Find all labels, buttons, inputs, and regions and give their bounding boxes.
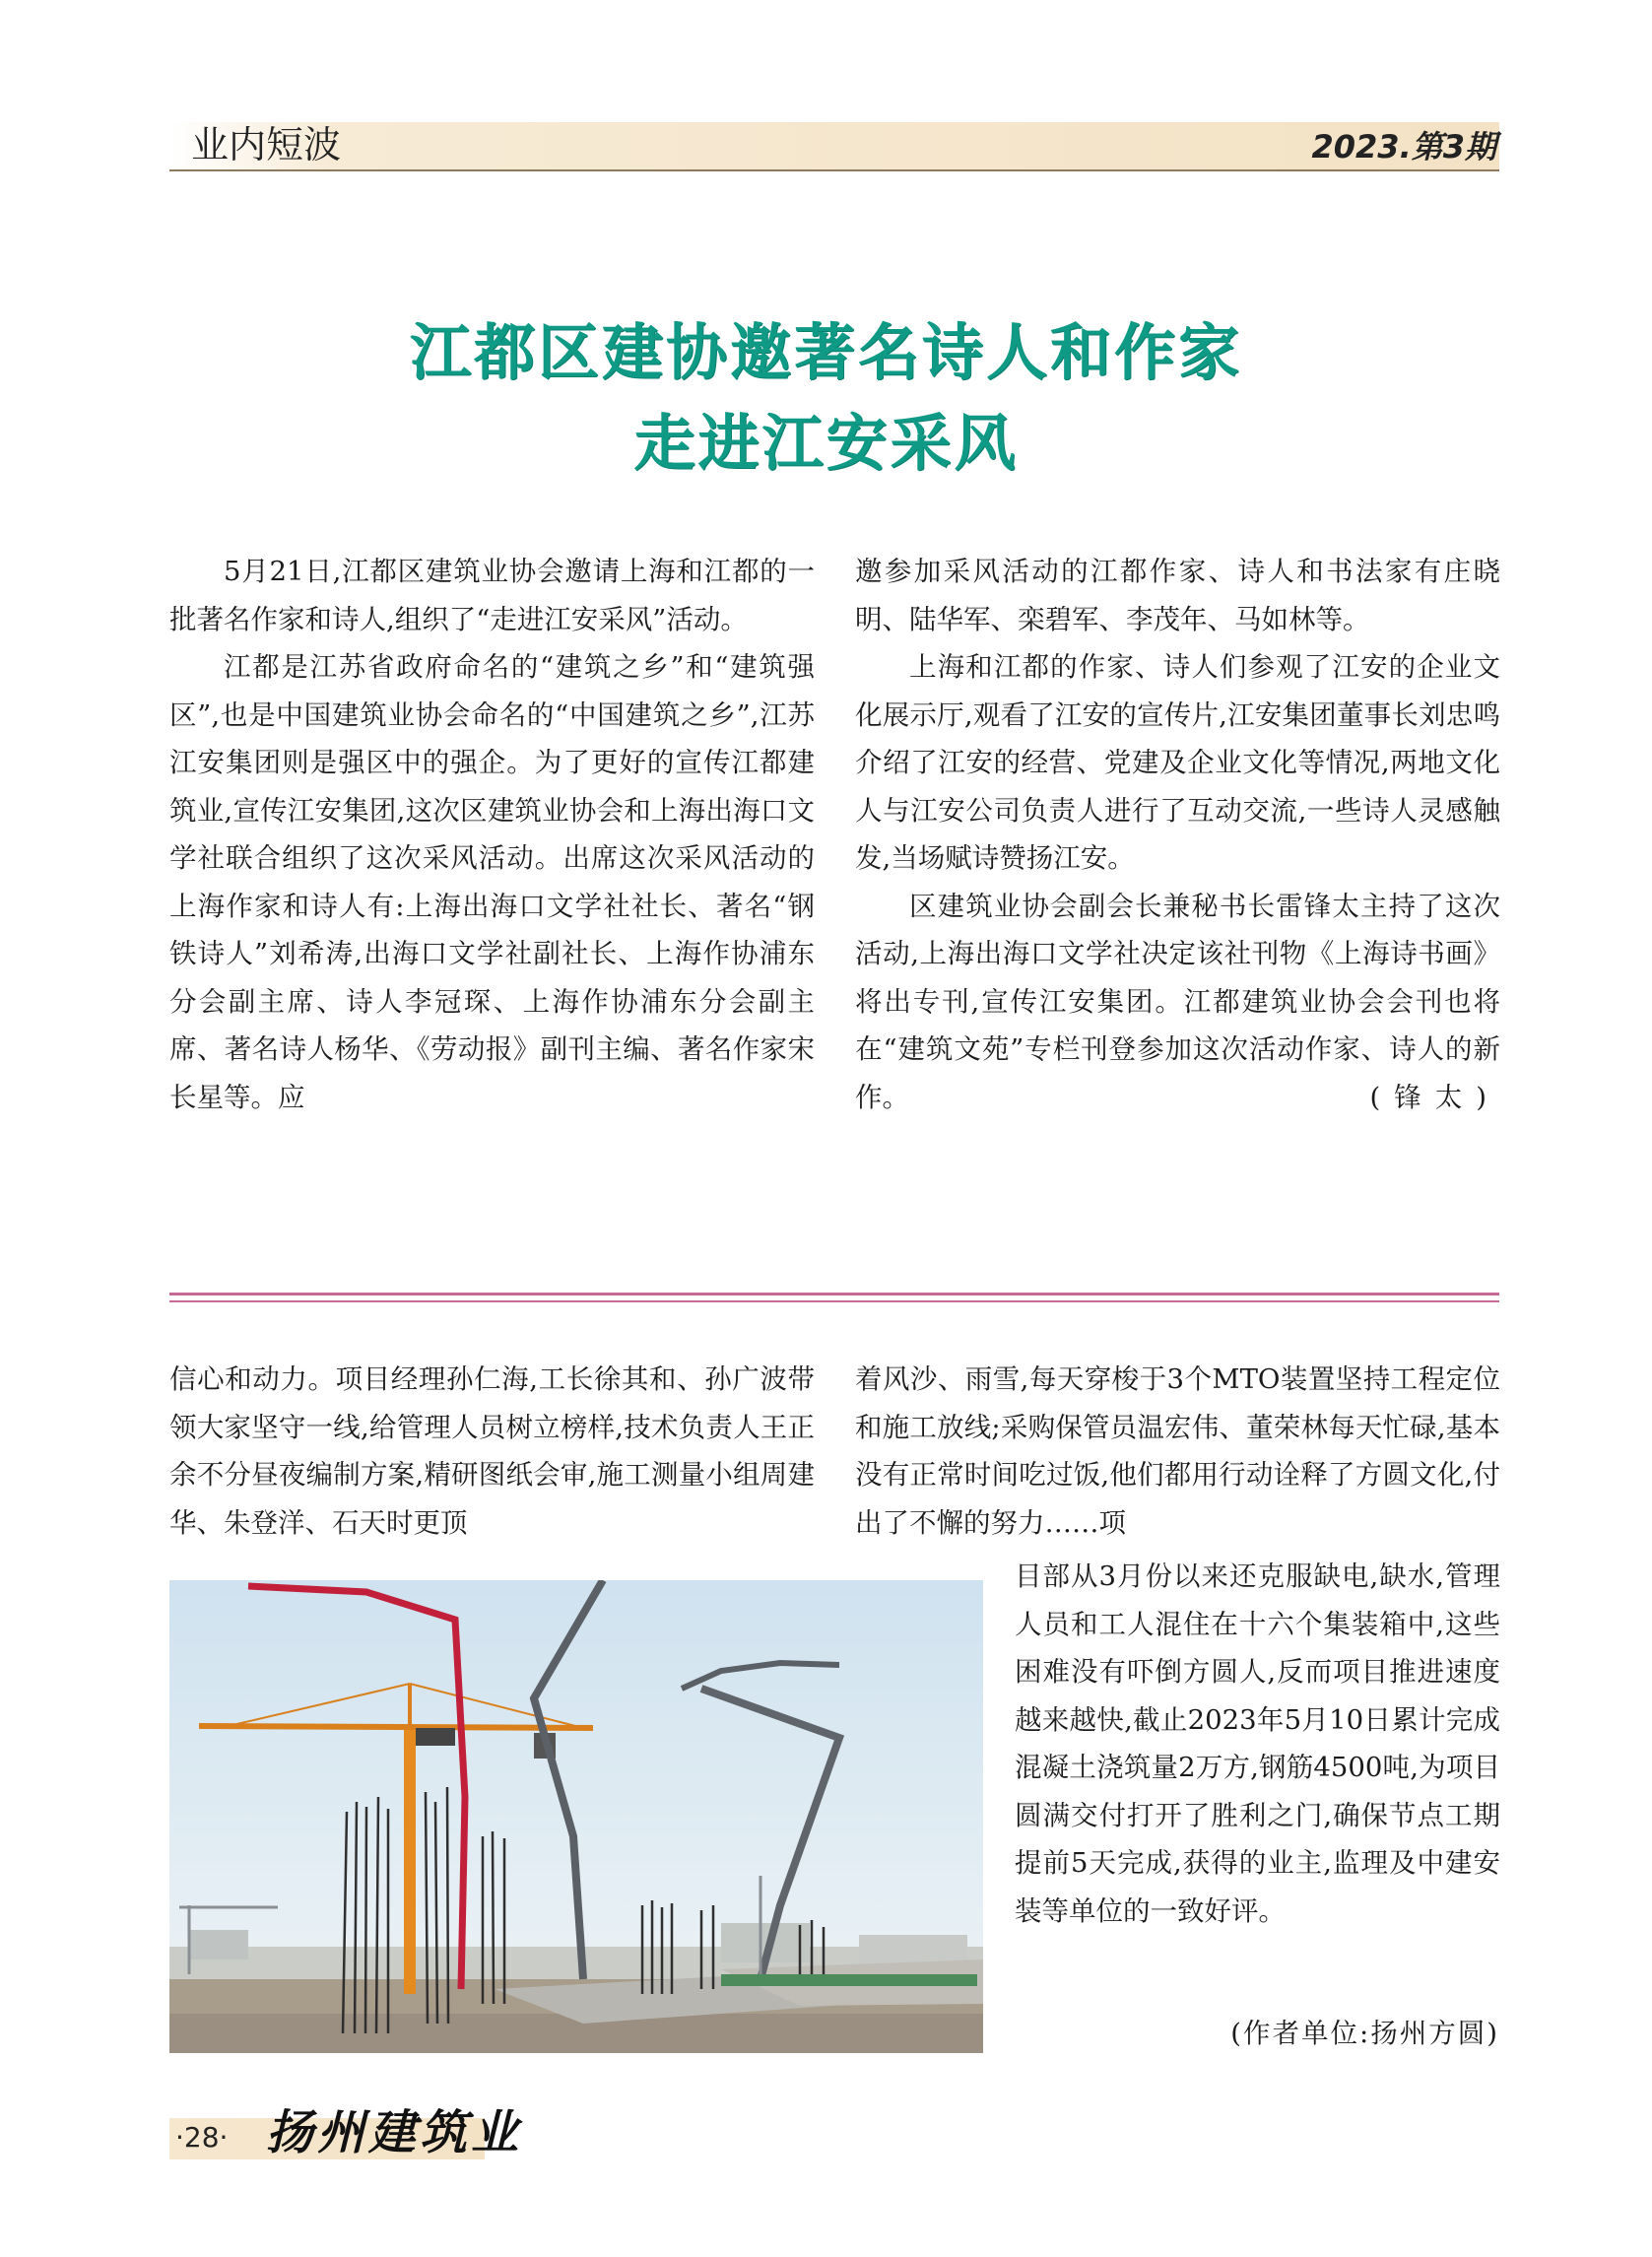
header-bar [169,122,1499,171]
section-label: 业内短波 [191,123,342,166]
article-title-line-1: 江都区建协邀著名诗人和作家 [409,316,1242,388]
article-signature: (锋太) [1369,1081,1500,1113]
magazine-logo: 扬州建筑业 [266,2105,523,2160]
construction-site-photo [169,1580,983,2053]
paragraph-continuation: 信心和动力。项目经理孙仁海,工长徐其和、孙广波带领大家坚守一线,给管理人员树立榜样,技术负责人王正余不分昼夜编制方案,精研图纸会审,施工测量小组周建华、朱登洋、石天时更顶 [169,1363,815,1539]
article-title-line-2: 走进江安采风 [633,407,1019,479]
article1-right-column [855,548,1500,1121]
author-affiliation: (作者单位:扬州方圆) [1230,2018,1499,2049]
paragraph-continuation: 目部从3月份以来还克服缺电,缺水,管理人员和工人混住在十六个集装箱中,这些困难没有吓倒方圆人,反而项目推进速度越来越快,截止2023年5月10日累计完成混凝土浇筑量2万方,钢筋4500吨,为项目圆满交付打开了胜利之门,确保节点工期提前5天完成,获得的业主,监理及中建安装等单位的一致好评。 [1015,1560,1500,1927]
issue-label: 2023.第3期 [1311,128,1496,166]
paragraph: 上海和江都的作家、诗人们参观了江安的企业文化展示厅,观看了江安的宣传片,江安集团董事长刘忠鸣介绍了江安的经营、党建及企业文化等情况,两地文化人与江安公司负责人进行了互动交流,一些诗人灵感触发,当场赋诗赞扬江安。 [855,651,1500,874]
section-divider-thin [169,1300,1499,1302]
section-divider [169,1293,1499,1295]
paragraph: 区建筑业协会副会长兼秘书长雷锋太主持了这次活动,上海出海口文学社决定该社刊物《上海诗书画》将出专刊,宣传江安集团。江都建筑业协会会刊也将在“建筑文苑”专栏刊登参加这次活动作家、诗人的新作。 [855,890,1500,1113]
page-number: ·28· [175,2121,229,2154]
paragraph-continuation: 着风沙、雨雪,每天穿梭于3个MTO装置坚持工程定位和施工放线;采购保管员温宏伟、董荣林每天忙碌,基本没有正常时间吃过饭,他们都用行动诠释了方圆文化,付出了不懈的努力……项 [855,1363,1500,1539]
article2-left-column [169,1356,815,1547]
article1-left-column [169,548,815,1121]
article2-side-column [1015,1553,1500,1935]
paragraph: 江都是江苏省政府命名的“建筑之乡”和“建筑强区”,也是中国建筑业协会命名的“中国建筑之乡”,江苏江安集团则是强区中的强企。为了更好的宣传江都建筑业,宣传江安集团,这次区建筑业协会和上海出海口文学社联合组织了这次采风活动。出席这次采风活动的上海作家和诗人有:上海出海口文学社社长、著名“钢铁诗人”刘希涛,出海口文学社副社长、上海作协浦东分会副主席、诗人李冠琛、上海作协浦东分会副主席、著名诗人杨华、《劳动报》副刊主编、著名作家宋长星等。应 [169,651,815,1113]
paragraph-continuation: 邀参加采风活动的江都作家、诗人和书法家有庄晓明、陆华军、栾碧军、李茂年、马如林等。 [855,556,1500,635]
article2-right-column [855,1356,1500,1547]
paragraph: 5月21日,江都区建筑业协会邀请上海和江都的一批著名作家和诗人,组织了“走进江安采风”活动。 [169,556,815,635]
header-rule [169,169,1499,171]
